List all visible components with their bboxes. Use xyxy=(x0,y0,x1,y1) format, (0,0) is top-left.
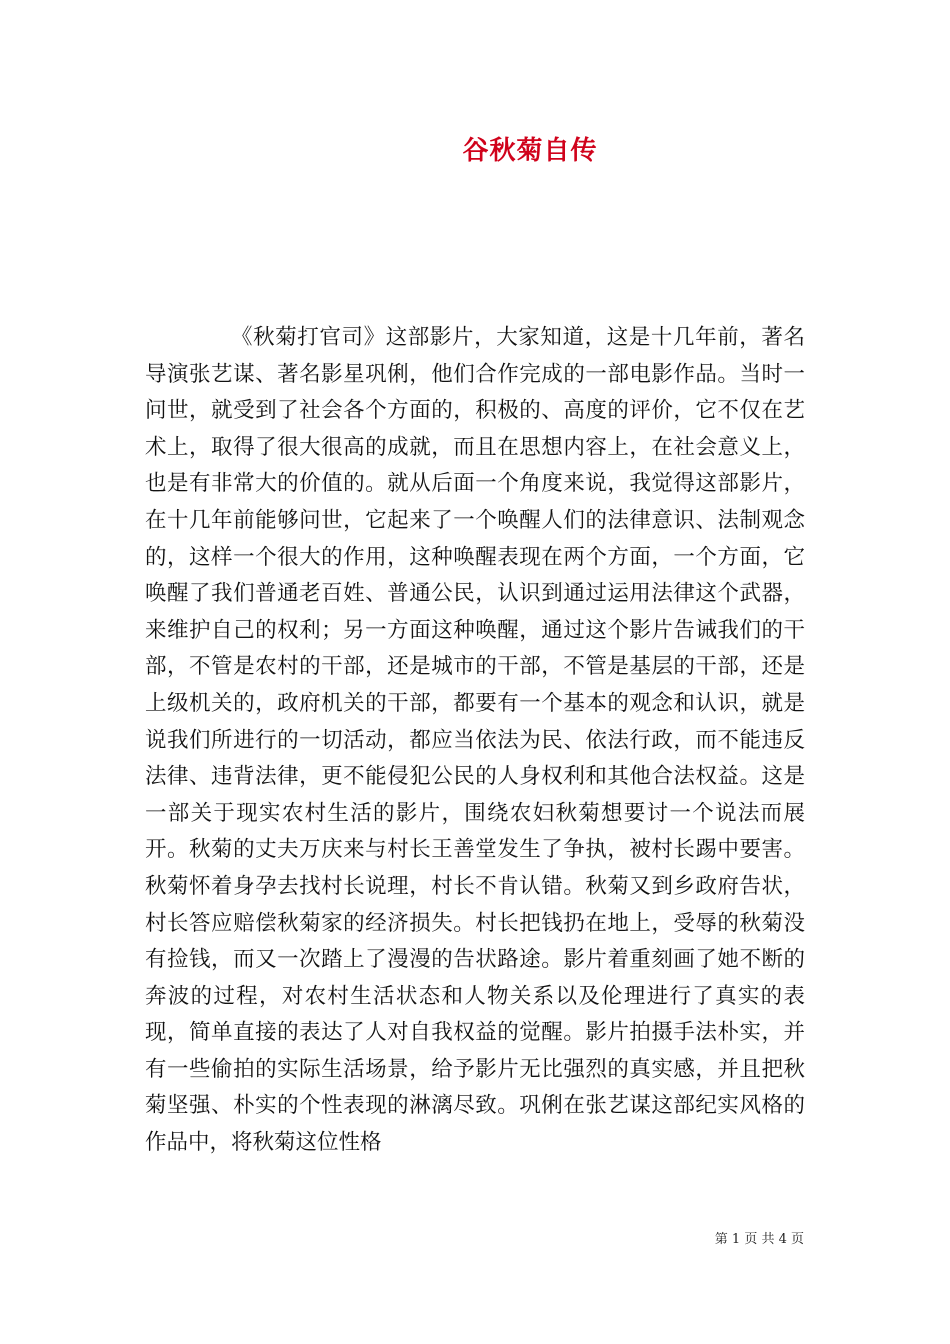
document-title: 谷秋菊自传 xyxy=(462,136,598,166)
document-body-paragraph: 《秋菊打官司》这部影片，大家知道，这是十几年前，著名导演张艺谋、著名影星巩俐，他们合作完成的一部电影作品。当时一问世，就受到了社会各个方面的，积极的、高度的评价，它不仅在艺术上，取得了很大很高的成就，而且在思想内容上，在社会意义上，也是有非常大的价值的。就从后面一个角度来说，我觉得这部影片，在十几年前能够问世，它起来了一个唤醒人们的法律意识、法制观念的，这样一个很大的作用，这种唤醒表现在两个方面，一个方面，它唤醒了我们普通老百姓、普通公民，认识到通过运用法律这个武器，来维护自己的权利；另一方面这种唤醒，通过这个影片告诫我们的干部，不管是农村的干部，还是城市的干部，不管是基层的干部，还是上级机关的，政府机关的干部，都要有一个基本的观念和认识，就是说我们所进行的一切活动，都应当依法为民、依法行政，而不能违反法律、违背法律，更不能侵犯公民的人身权利和其他合法权益。这是一部关于现实农村生活的影片，围绕农妇秋菊想要讨一个说法而展开。秋菊的丈夫万庆来与村长王善堂发生了争执，被村长踢中要害。秋菊怀着身孕去找村长说理，村长不肯认错。秋菊又到乡政府告状，村长答应赔偿秋菊家的经济损失。村长把钱扔在地上，受辱的秋菊没有捡钱，而又一次踏上了漫漫的告状路途。影片着重刻画了她不断的奔波的过程，对农村生活状态和人物关系以及伦理进行了真实的表现，简单直接的表达了人对自我权益的觉醒。影片拍摄手法朴实，并有一些偷拍的实际生活场景，给予影片无比强烈的真实感，并且把秋菊坚强、朴实的个性表现的淋漓尽致。巩俐在张艺谋这部纪实风格的作品中，将秋菊这位性格 xyxy=(145,325,805,1156)
page-number-footer: 第 1 页 共 4 页 xyxy=(714,1232,804,1247)
